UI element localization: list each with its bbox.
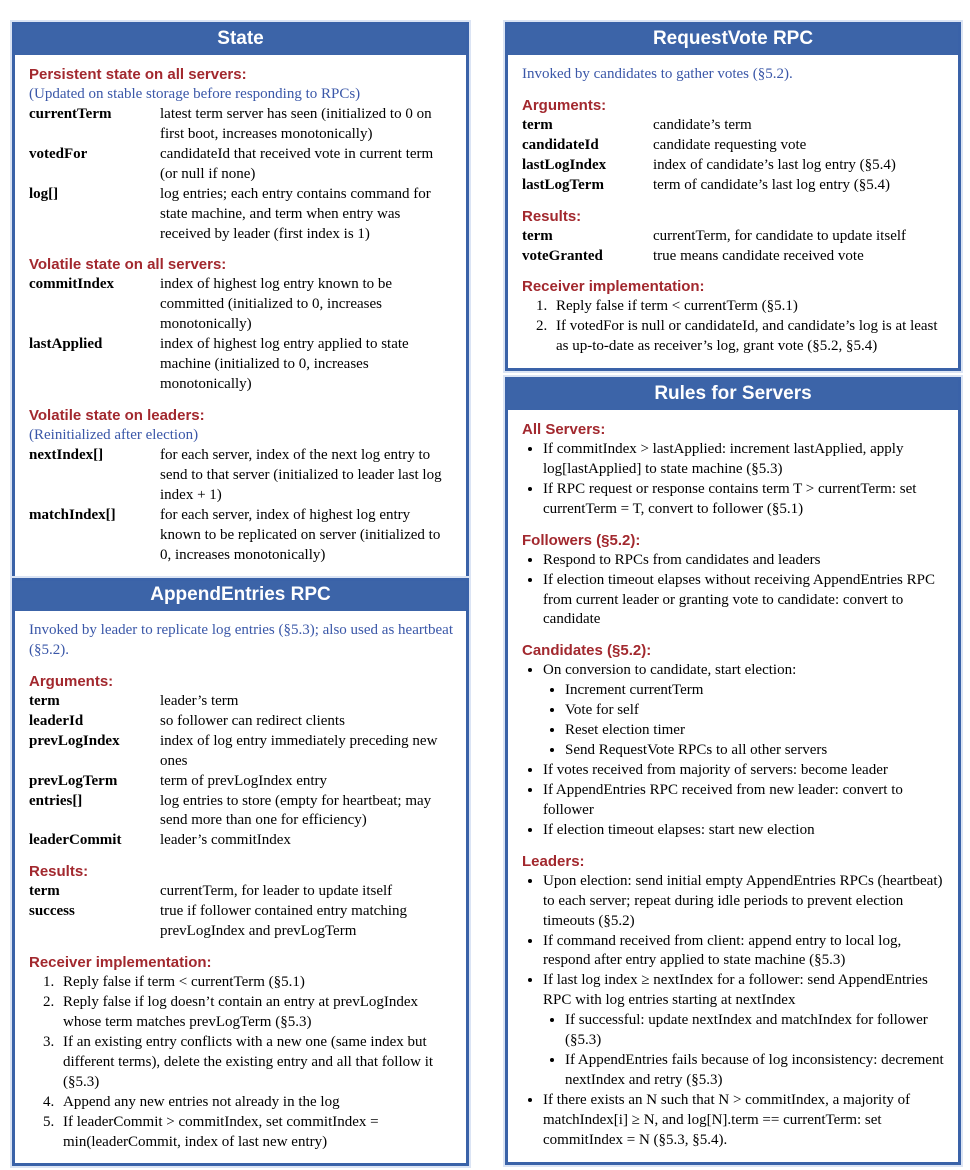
- request-vote-box-content: [508, 57, 958, 368]
- param-name: term: [522, 227, 553, 244]
- section-heading: Candidates (§5.2):: [522, 642, 652, 660]
- section: [522, 852, 946, 1151]
- param-row: [522, 116, 946, 136]
- param-desc: leader’s term: [160, 692, 239, 709]
- param-name: prevLogIndex: [29, 732, 120, 749]
- bullet-item: • If election timeout elapses: start new election: [543, 821, 946, 841]
- param-row: [29, 145, 454, 185]
- param-name: prevLogTerm: [29, 772, 118, 789]
- section-note: (Updated on stable storage before responding to RPCs): [29, 85, 361, 102]
- param-desc: latest term server has seen (initialized to 0 on first boot, increases monotonically): [160, 105, 432, 142]
- param-list: [29, 692, 454, 852]
- param-row: [29, 105, 454, 145]
- numbered-item: 5. If leaderCommit > commitIndex, set commitIndex = min(leaderCommit, index of last new entry): [58, 1113, 454, 1153]
- section: [522, 420, 946, 520]
- param-row: [29, 882, 454, 902]
- request-vote-box-title: RequestVote RPC: [508, 25, 958, 57]
- param-desc: true means candidate received vote: [653, 247, 864, 264]
- param-row: [522, 247, 946, 267]
- param-row: [29, 185, 454, 245]
- param-name: matchIndex[]: [29, 506, 116, 523]
- param-row: [29, 712, 454, 732]
- param-desc: log entries; each entry contains command for state machine, and term when entry was received by leader (first index is 1): [160, 185, 431, 242]
- param-name: term: [522, 116, 553, 133]
- param-name: commitIndex: [29, 276, 114, 293]
- bullet-list: [522, 551, 946, 631]
- param-desc: candidateId that received vote in current term (or null if none): [160, 145, 434, 182]
- section-heading: Arguments:: [522, 96, 607, 114]
- bullet-item: • Vote for self: [565, 701, 946, 721]
- section: [29, 672, 454, 851]
- section-heading: Arguments:: [29, 672, 114, 690]
- numbered-item: 3. If an existing entry conflicts with a new one (same index but different terms), delete the existing entry and all that follow it (§5.3): [58, 1033, 454, 1093]
- param-name: entries[]: [29, 792, 83, 809]
- bullet-item: • If commitIndex > lastApplied: increment lastApplied, apply log[lastApplied] to state machine (§5.3): [543, 440, 946, 480]
- bullet-list: [543, 681, 946, 761]
- section-heading: Leaders:: [522, 852, 585, 870]
- bullet-item: • If there exists an N such that N > commitIndex, a majority of matchIndex[i] ≥ N, and log[N].term == currentTerm: set commitIndex = N (§5.3, §5.4).: [543, 1091, 946, 1151]
- append-entries-rpc-box: [12, 578, 469, 1166]
- param-row: [29, 831, 454, 851]
- param-desc: term of candidate’s last log entry (§5.4): [653, 176, 891, 193]
- section-heading: Results:: [522, 207, 582, 225]
- section-heading: Followers (§5.2):: [522, 531, 641, 549]
- param-row: [29, 692, 454, 712]
- section-heading: All Servers:: [522, 421, 606, 438]
- section: [522, 207, 946, 267]
- bullet-list: [522, 872, 946, 1151]
- param-row: [29, 792, 454, 832]
- section-heading: Volatile state on leaders:: [29, 407, 205, 424]
- section: [522, 531, 946, 631]
- bullet-item: • On conversion to candidate, start election: • Increment currentTerm • Vote for self • Reset election timer • Send RequestVote RPCs to all other servers: [543, 661, 946, 761]
- param-name: leaderCommit: [29, 832, 122, 849]
- numbered-item: 1. Reply false if term < currentTerm (§5.1): [58, 973, 454, 993]
- param-name: term: [29, 883, 60, 900]
- param-desc: currentTerm, for candidate to update itself: [653, 227, 907, 244]
- rules-box-title: Rules for Servers: [508, 380, 958, 412]
- param-desc: true if follower contained entry matching prevLogIndex and prevLogTerm: [160, 903, 407, 940]
- numbered-list: [522, 297, 946, 357]
- param-desc: for each server, index of highest log entry known to be replicated on server (initialized to 0, increases monotonically): [160, 506, 441, 563]
- rules-for-servers-box: [505, 377, 961, 1165]
- param-row: [29, 506, 454, 566]
- bullet-item: • If RPC request or response contains term T > currentTerm: set currentTerm = T, convert to follower (§5.1): [543, 480, 946, 520]
- bullet-item: • If command received from client: append entry to local log, respond after entry applied to state machine (§5.3): [543, 932, 946, 972]
- bullet-item: • If AppendEntries RPC received from new leader: convert to follower: [543, 781, 946, 821]
- append-entries-box-title: AppendEntries RPC: [15, 581, 466, 613]
- param-list: [29, 882, 454, 942]
- bullet-item: • Increment currentTerm: [565, 681, 946, 701]
- param-name: lastLogTerm: [522, 176, 604, 193]
- param-name: lastApplied: [29, 336, 103, 353]
- state-box-title: State: [15, 25, 466, 57]
- numbered-item: 2. Reply false if log doesn’t contain an entry at prevLogIndex whose term matches prevLogTerm (§5.3): [58, 993, 454, 1033]
- section: [29, 406, 454, 566]
- numbered-item: 4. Append any new entries not already in the log: [58, 1093, 454, 1113]
- param-row: [29, 275, 454, 335]
- numbered-list: [29, 973, 454, 1152]
- section-note: (Reinitialized after election): [29, 426, 199, 443]
- param-list: [522, 227, 946, 267]
- param-desc: candidate requesting vote: [653, 136, 807, 153]
- bullet-item: • If AppendEntries fails because of log inconsistency: decrement nextIndex and retry (§5.3): [565, 1051, 946, 1091]
- numbered-item: 1. Reply false if term < currentTerm (§5.1): [551, 297, 946, 317]
- param-desc: candidate’s term: [653, 116, 752, 133]
- section-heading: Volatile state on all servers:: [29, 256, 227, 274]
- param-desc: term of prevLogIndex entry: [160, 772, 328, 789]
- param-row: [522, 136, 946, 156]
- append-entries-box-content: [15, 613, 466, 1163]
- param-name: term: [29, 692, 60, 709]
- bullet-item: • Reset election timer: [565, 721, 946, 741]
- section-heading: Results:: [29, 863, 89, 881]
- section-heading: Receiver implementation:: [29, 954, 212, 972]
- param-row: [29, 772, 454, 792]
- append-entries-sections: [29, 672, 454, 1153]
- append-entries-intro: Invoked by leader to replicate log entries (§5.3); also used as heartbeat (§5.2).: [29, 622, 454, 658]
- bullet-list: [522, 440, 946, 520]
- param-name: voteGranted: [522, 247, 603, 264]
- bullet-item: • Respond to RPCs from candidates and leaders: [543, 551, 946, 571]
- bullet-item: • Send RequestVote RPCs to all other servers: [565, 741, 946, 761]
- param-name: log[]: [29, 185, 59, 202]
- rules-box-content: [508, 412, 958, 1162]
- state-sections: [29, 65, 454, 566]
- param-row: [29, 902, 454, 942]
- section: [522, 641, 946, 840]
- section: [522, 277, 946, 357]
- section-heading: Persistent state on all servers:: [29, 66, 247, 83]
- param-name: lastLogIndex: [522, 156, 607, 173]
- param-desc: log entries to store (empty for heartbeat; may send more than one for efficiency): [160, 792, 432, 829]
- numbered-item: 2. If votedFor is null or candidateId, and candidate’s log is at least as up-to-date as receiver’s log, grant vote (§5.2, §5.4): [551, 317, 946, 357]
- param-desc: index of log entry immediately preceding new ones: [160, 732, 438, 769]
- request-vote-intro: Invoked by candidates to gather votes (§5.2).: [522, 66, 793, 82]
- param-desc: for each server, index of the next log entry to send to that server (initialized to leader last log index + 1): [160, 446, 442, 503]
- param-desc: so follower can redirect clients: [160, 712, 345, 729]
- param-row: [29, 335, 454, 395]
- bullet-item: • Upon election: send initial empty AppendEntries RPCs (heartbeat) to each server; repeat during idle periods to prevent election timeouts (§5.2): [543, 872, 946, 932]
- param-list: [29, 275, 454, 395]
- param-name: currentTerm: [29, 105, 112, 122]
- param-desc: index of highest log entry known to be committed (initialized to 0, increases monotonically): [160, 276, 393, 333]
- param-row: [29, 732, 454, 772]
- request-vote-rpc-box: [505, 22, 961, 371]
- param-row: [522, 176, 946, 196]
- param-desc: currentTerm, for leader to update itself: [160, 883, 393, 900]
- param-desc: leader’s commitIndex: [160, 832, 291, 849]
- section: [29, 862, 454, 942]
- state-box-content: [15, 57, 466, 577]
- section: [29, 255, 454, 395]
- bullet-list: [543, 1011, 946, 1091]
- section-heading: Receiver implementation:: [522, 278, 705, 296]
- bullet-list: [522, 661, 946, 840]
- param-name: votedFor: [29, 145, 88, 162]
- section: [29, 65, 454, 244]
- request-vote-sections: [522, 96, 946, 357]
- param-name: candidateId: [522, 136, 599, 153]
- param-list: [29, 105, 454, 245]
- param-name: success: [29, 903, 75, 920]
- bullet-item: • If last log index ≥ nextIndex for a follower: send AppendEntries RPC with log entries starting at nextIndex • If successful: update nextIndex and matchIndex for follower (§5.3) • If AppendEntries fails because of log inconsistency: decrement nextIndex and retry (§5.3): [543, 971, 946, 1091]
- param-row: [522, 156, 946, 176]
- param-desc: index of highest log entry applied to state machine (initialized to 0, increases monotonically): [160, 336, 409, 393]
- param-row: [29, 446, 454, 506]
- param-list: [522, 116, 946, 196]
- section: [522, 96, 946, 196]
- bullet-item: • If successful: update nextIndex and matchIndex for follower (§5.3): [565, 1011, 946, 1051]
- bullet-item: • If election timeout elapses without receiving AppendEntries RPC from current leader or granting vote to candidate: convert to candidate: [543, 571, 946, 631]
- param-desc: index of candidate’s last log entry (§5.4): [653, 156, 896, 173]
- param-list: [29, 446, 454, 566]
- bullet-item: • If votes received from majority of servers: become leader: [543, 761, 946, 781]
- section: [29, 953, 454, 1152]
- param-row: [522, 227, 946, 247]
- state-box: [12, 22, 469, 580]
- param-name: leaderId: [29, 712, 84, 729]
- param-name: nextIndex[]: [29, 446, 104, 463]
- rules-sections: [522, 420, 946, 1151]
